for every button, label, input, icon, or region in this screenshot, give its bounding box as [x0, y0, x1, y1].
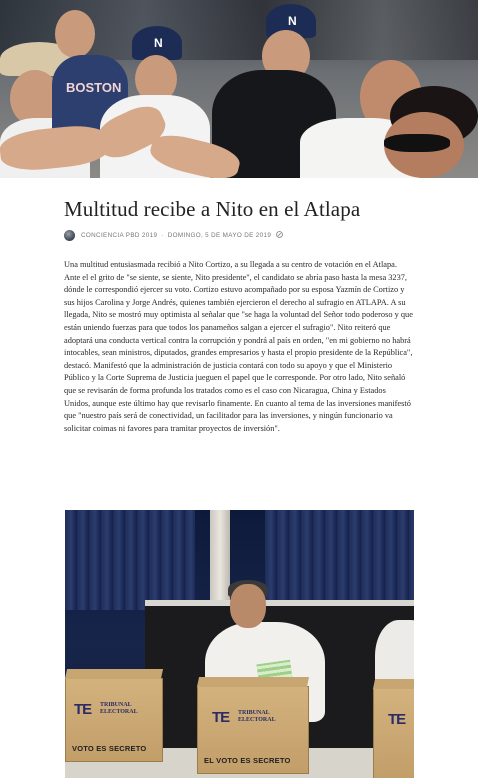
article-body: Una multitud entusiasmada recibió a Nito Cortizo, a su llegada a su centro de votación en el Atlapa. Ante el el grito de "se siente, se siente, Nito presidente", el candidato se abría paso hasta la mesa 3237, dónde le correspondió ejercer su voto. Cortizo estuvo acompañado por su esposa Yazmín de Cortizo y sus hijos Carolina y Jorge Andrés, quienes también ejercieron el derecho al sufragio en ATLAPA. A su llegada, Nito se mostró muy optimista al señalar que "se haga la voluntad del Señor todo poderoso y que están uniendo fuerzas para que todos los panameños salgan a ejercer el sufragio". Nito reiteró que adoptará una conducta vertical contra la corrupción y pondrá al país en orden, "en mi gobierno no habrá intocables, sean ministros, diputados, grandes empresarios y hasta el propio presidente de la República", destacó. Manifestó que la administración de justicia contará con todo su apoyo y que el Ministerio Público y la Corte Suprema de Justicia jueguen el papel que le corresponde. Por otro lado, Nito señaló que se revisarán de forma profunda los tratados como es el caso con Nicaragua, China y Estados Unidos, aunque este último hay que revisarlo finamente. En cuanto al tema de las inversiones manifestó que "nuestro país será de conectividad, un facilitador para las inversiones, y ningún funcionario va solicitar coimas ni favores para tramitar proyectos de inversión".: [64, 260, 413, 433]
box-flap: [373, 679, 414, 689]
sunglasses: [384, 134, 450, 152]
ballot-box: [65, 678, 163, 762]
box-flap: [65, 669, 163, 679]
hero-photo: [0, 0, 478, 178]
te-text: TRIBUNAL ELECTORAL: [100, 702, 138, 715]
voto-secreto-text: VOTO ES SECRETO: [72, 744, 147, 753]
link-icon[interactable]: [276, 231, 283, 240]
article-title: Multitud recibe a Nito en el Atlapa: [64, 197, 361, 221]
cap-letter: N: [154, 36, 163, 50]
ballot-photo: [65, 510, 414, 778]
author-name[interactable]: CONCIENCIA PBD 2019: [81, 231, 158, 239]
te-logo: TE: [388, 711, 406, 728]
voter-head: [230, 584, 266, 628]
curtain: [65, 510, 195, 610]
byline: [64, 229, 283, 241]
shirt-text: BOSTON: [66, 80, 122, 95]
byline-separator: ·: [161, 231, 164, 239]
te-logo: TE: [74, 701, 92, 718]
face: [55, 10, 95, 58]
voto-secreto-text: EL VOTO ES SECRETO: [204, 756, 291, 765]
cap-letter: N: [288, 14, 297, 28]
te-text: TRIBUNAL ELECTORAL: [238, 710, 276, 723]
avatar-icon[interactable]: [64, 230, 75, 241]
te-logo: TE: [212, 709, 230, 726]
ballot-box: [373, 688, 414, 778]
post-date[interactable]: DOMINGO, 5 DE MAYO DE 2019: [167, 231, 272, 239]
ballot-box: [197, 686, 309, 774]
curtain: [265, 510, 414, 610]
box-flap: [197, 677, 309, 687]
